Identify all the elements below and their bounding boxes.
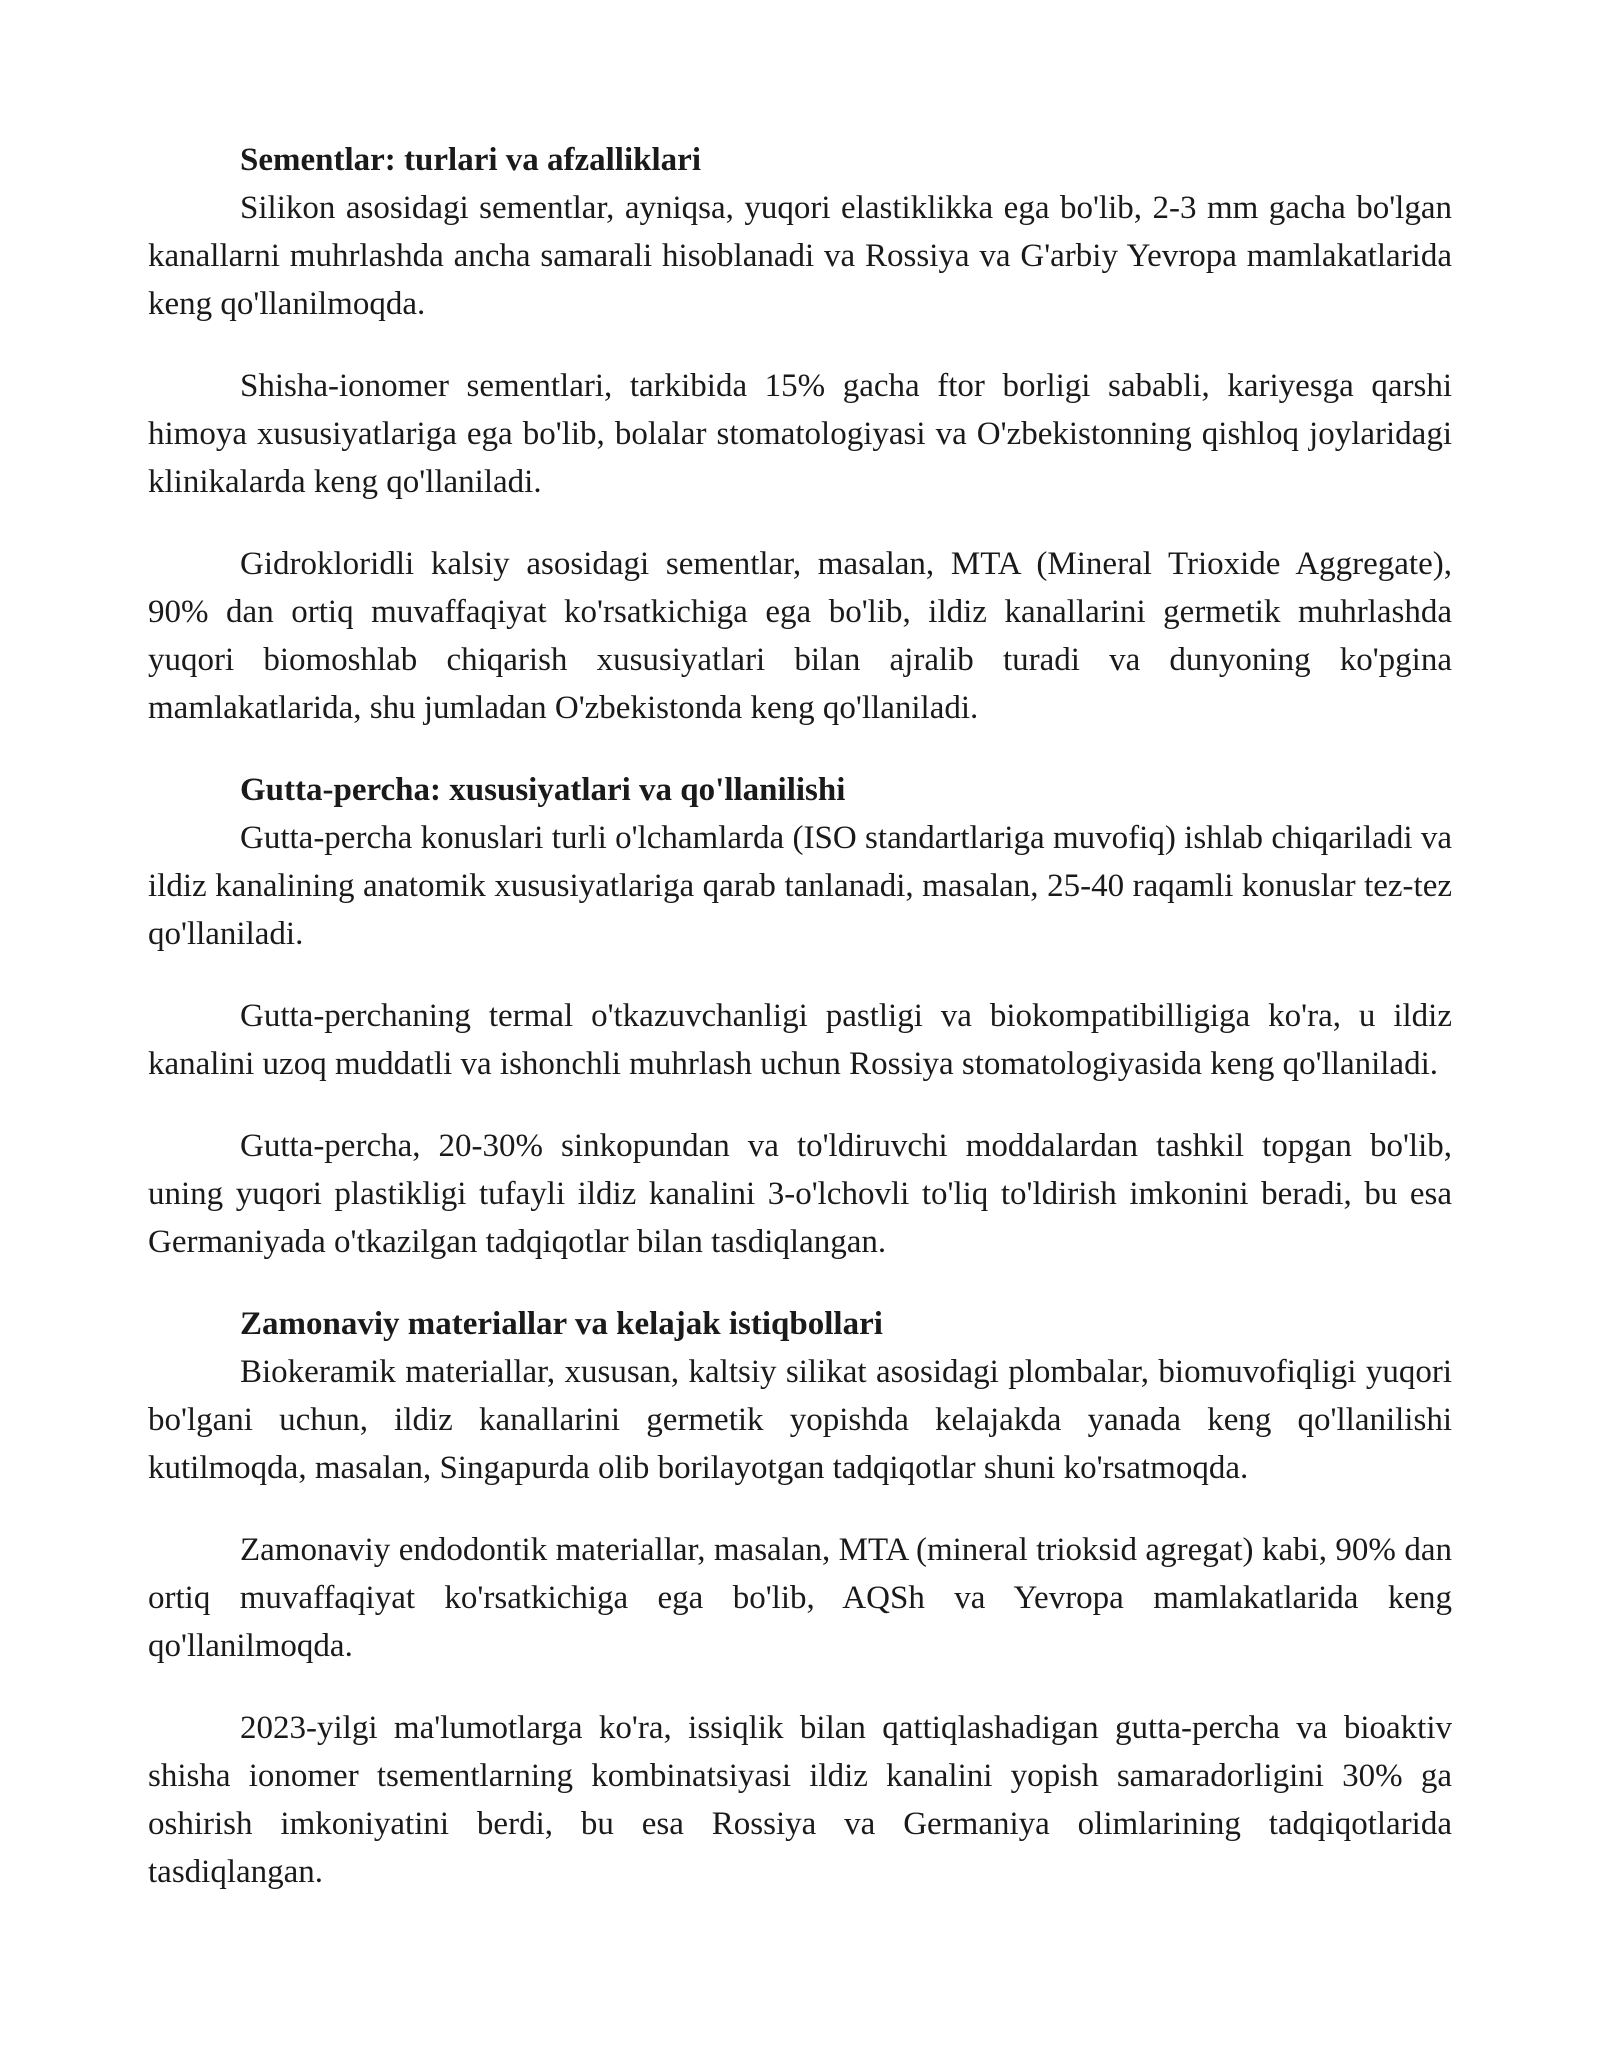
paragraph-calcium-cements: Gidrokloridli kalsiy asosidagi sementlar, masalan, MTA (Mineral Trioxide Aggregate), 90% dan ortiq muvaffaqiyat ko'rsatkichiga ega bo'lib, ildiz kanallarini germetik muhrlashda yuqori biomoshlab chiqarish xususiyatlari bilan ajralib turadi va dunyoning ko'pgina mamlakatlarida, shu jumladan O'zbekistonda keng qo'llaniladi. bbox=[148, 546, 1452, 726]
paragraph-bioceramic-materials: Biokeramik materiallar, xususan, kaltsiy silikat asosidagi plombalar, biomuvofiqligi yuqori bo'lgani uchun, ildiz kanallarini germetik yopishda kelajakda yanada keng qo'llanilishi kutilmoqda, masalan, Singapurda olib borilayotgan tadqiqotlar shuni ko'rsatmoqda. bbox=[148, 1354, 1452, 1486]
document-page bbox=[148, 136, 1452, 1896]
section-heading-gutta-percha: Gutta-percha: xususiyatlari va qo'llanilishi bbox=[240, 772, 846, 808]
paragraph-modern-endodontic: Zamonaviy endodontik materiallar, masalan, MTA (mineral trioksid agregat) kabi, 90% dan ortiq muvaffaqiyat ko'rsatkichiga ega bo'lib, AQSh va Yevropa mamlakatlarida keng qo'llanilmoqda. bbox=[148, 1532, 1452, 1664]
paragraph-glass-ionomer-cements: Shisha-ionomer sementlari, tarkibida 15% gacha ftor borligi sababli, kariyesga qarshi himoya xususiyatlariga ega bo'lib, bolalar stomatologiyasi va O'zbekistonning qishloq joylaridagi klinikalarda keng qo'llaniladi. bbox=[148, 368, 1452, 500]
paragraph-2023-data: 2023-yilgi ma'lumotlarga ko'ra, issiqlik bilan qattiqlashadigan gutta-percha va bioaktiv shisha ionomer tsementlarning kombinatsiyasi ildiz kanalini yopish samaradorligini 30% ga oshirish imkoniyatini berdi, bu esa Rossiya va Germaniya olimlarining tadqiqotlarida tasdiqlangan. bbox=[148, 1710, 1452, 1890]
section-heading-cements: Sementlar: turlari va afzalliklari bbox=[240, 142, 701, 178]
paragraph-gutta-percha-composition: Gutta-percha, 20-30% sinkopundan va to'ldiruvchi moddalardan tashkil topgan bo'lib, uning yuqori plastikligi tufayli ildiz kanalini 3-o'lchovli to'liq to'ldirish imkonini beradi, bu esa Germaniyada o'tkazilgan tadqiqotlar bilan tasdiqlangan. bbox=[148, 1128, 1452, 1260]
paragraph-silicone-cements: Silikon asosidagi sementlar, ayniqsa, yuqori elastiklikka ega bo'lib, 2-3 mm gacha bo'lgan kanallarni muhrlashda ancha samarali hisoblanadi va Rossiya va G'arbiy Yevropa mamlakatlarida keng qo'llanilmoqda. bbox=[148, 190, 1452, 322]
paragraph-gutta-percha-thermal: Gutta-perchaning termal o'tkazuvchanligi pastligi va biokompatibilligiga ko'ra, u ildiz kanalini uzoq muddatli va ishonchli muhrlash uchun Rossiya stomatologiyasida keng qo'llaniladi. bbox=[148, 998, 1452, 1082]
section-heading-modern-materials: Zamonaviy materiallar va kelajak istiqbollari bbox=[240, 1306, 883, 1342]
paragraph-gutta-percha-cones: Gutta-percha konuslari turli o'lchamlarda (ISO standartlariga muvofiq) ishlab chiqariladi va ildiz kanalining anatomik xususiyatlariga qarab tanlanadi, masalan, 25-40 raqamli konuslar tez-tez qo'llaniladi. bbox=[148, 820, 1452, 952]
